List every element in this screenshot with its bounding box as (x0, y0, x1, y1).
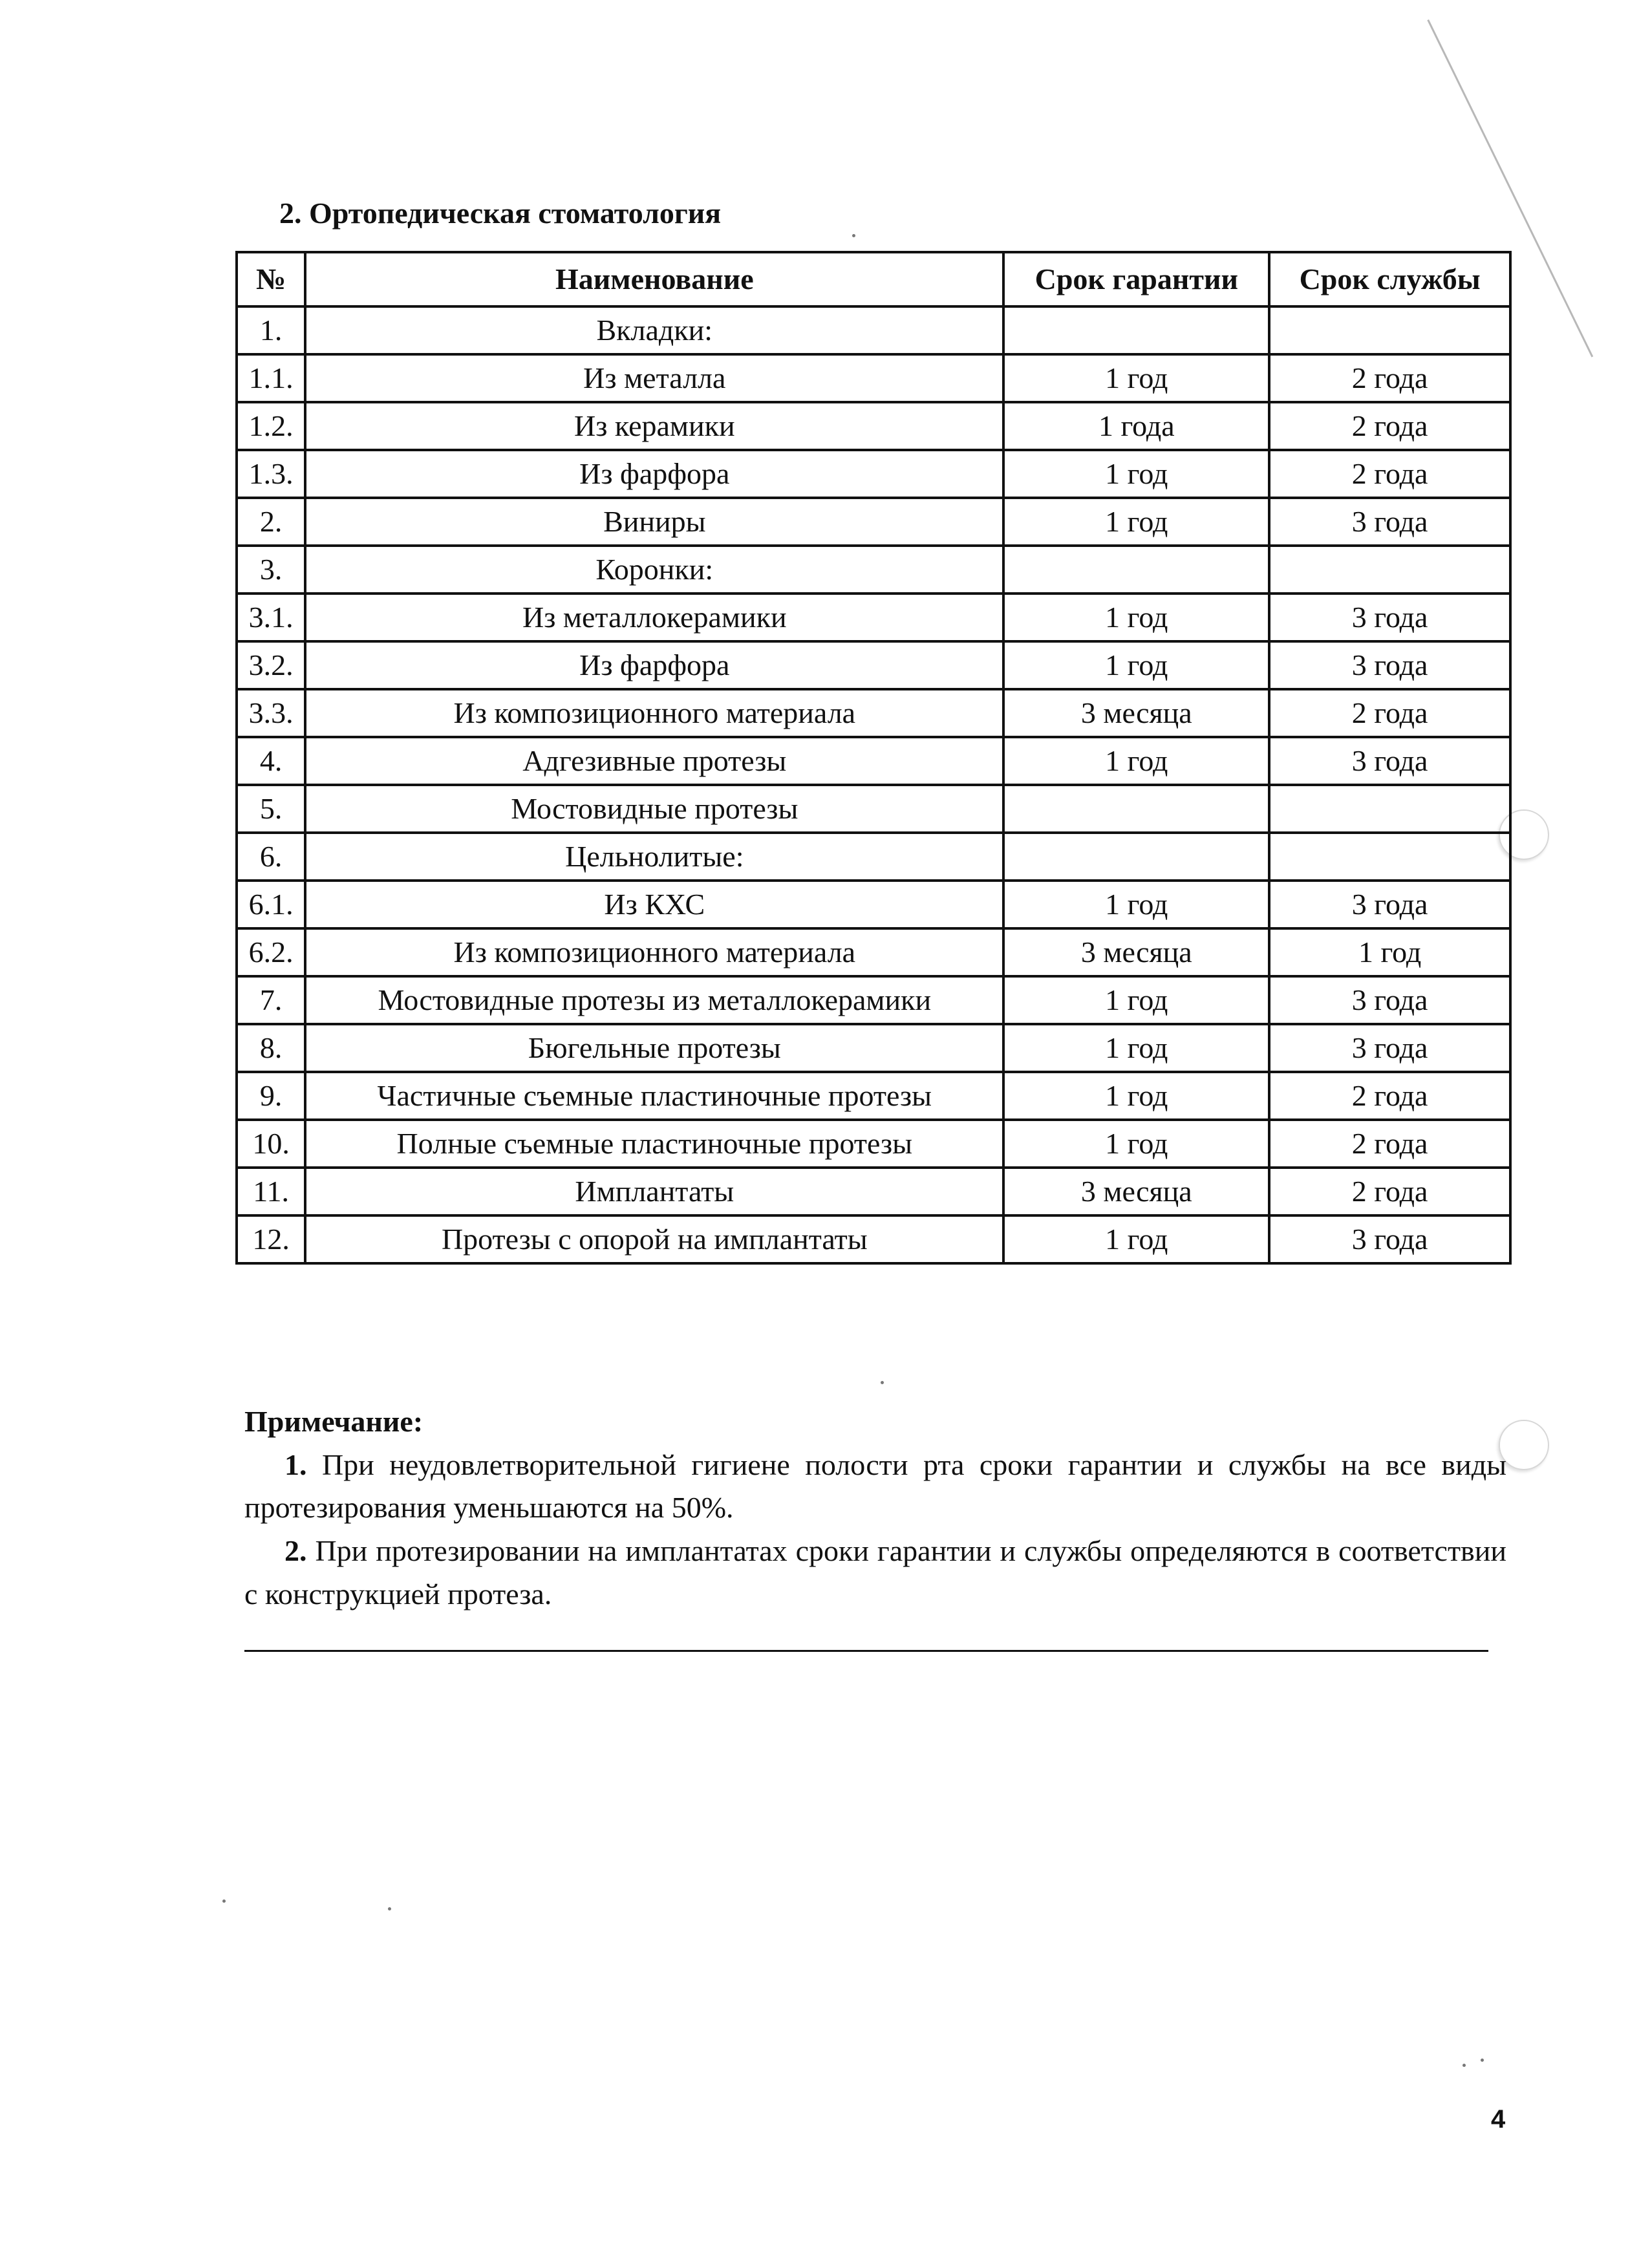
cell-warranty: 1 год (1003, 1072, 1269, 1120)
cell-service-life: 3 года (1269, 498, 1510, 546)
cell-service-life: 2 года (1269, 402, 1510, 450)
cell-service-life: 2 года (1269, 1072, 1510, 1120)
cell-number: 8. (237, 1024, 305, 1072)
table-row (237, 833, 1510, 881)
cell-name: Частичные съемные пластиночные протезы (305, 1072, 1003, 1120)
cell-service-life: 3 года (1269, 1024, 1510, 1072)
cell-name: Полные съемные пластиночные протезы (305, 1120, 1003, 1168)
note-item (244, 1444, 1506, 1530)
cell-service-life: 3 года (1269, 641, 1510, 689)
scan-speck (852, 234, 855, 237)
table-row (237, 689, 1510, 737)
cell-name: Из керамики (305, 402, 1003, 450)
cell-warranty: 3 месяца (1003, 689, 1269, 737)
cell-warranty: 1 год (1003, 737, 1269, 785)
cell-warranty: 3 месяца (1003, 1168, 1269, 1215)
cell-name: Виниры (305, 498, 1003, 546)
cell-number: 3.2. (237, 641, 305, 689)
cell-name: Мостовидные протезы из металлокерамики (305, 976, 1003, 1024)
signature-line (244, 1650, 1488, 1652)
cell-warranty: 1 год (1003, 641, 1269, 689)
cell-number: 1.1. (237, 354, 305, 402)
cell-name: Из КХС (305, 881, 1003, 928)
cell-number: 6.2. (237, 928, 305, 976)
cell-name: Из фарфора (305, 450, 1003, 498)
cell-warranty (1003, 306, 1269, 354)
table-row (237, 546, 1510, 594)
cell-name: Вкладки: (305, 306, 1003, 354)
cell-number: 5. (237, 785, 305, 833)
notes-title: Примечание: (244, 1405, 423, 1438)
table-row (237, 737, 1510, 785)
cell-name: Из металла (305, 354, 1003, 402)
cell-warranty (1003, 785, 1269, 833)
cell-number: 3.1. (237, 594, 305, 641)
table-row (237, 881, 1510, 928)
note-number: 2. (284, 1534, 307, 1568)
scan-speck (1462, 2064, 1466, 2067)
table-row (237, 402, 1510, 450)
header-name: Наименование (305, 252, 1003, 306)
cell-service-life (1269, 833, 1510, 881)
cell-number: 10. (237, 1120, 305, 1168)
cell-name: Из фарфора (305, 641, 1003, 689)
cell-number: 7. (237, 976, 305, 1024)
table-row (237, 976, 1510, 1024)
cell-warranty: 3 месяца (1003, 928, 1269, 976)
cell-warranty: 1 года (1003, 402, 1269, 450)
header-service-life: Срок службы (1269, 252, 1510, 306)
cell-number: 3.3. (237, 689, 305, 737)
warranty-table (235, 251, 1512, 1265)
table-row (237, 641, 1510, 689)
cell-number: 9. (237, 1072, 305, 1120)
cell-warranty (1003, 833, 1269, 881)
scan-speck (1481, 2059, 1484, 2062)
note-item (244, 1530, 1506, 1616)
table-row (237, 594, 1510, 641)
cell-service-life: 3 года (1269, 881, 1510, 928)
cell-service-life: 2 года (1269, 689, 1510, 737)
cell-warranty: 1 год (1003, 594, 1269, 641)
notes-section (244, 1400, 1506, 1616)
cell-number: 6. (237, 833, 305, 881)
cell-service-life: 2 года (1269, 450, 1510, 498)
table-header-row (237, 252, 1510, 306)
cell-number: 6.1. (237, 881, 305, 928)
cell-service-life: 2 года (1269, 354, 1510, 402)
section-title: 2. Ортопедическая стоматология (279, 196, 722, 230)
cell-name: Бюгельные протезы (305, 1024, 1003, 1072)
cell-number: 12. (237, 1215, 305, 1263)
cell-service-life: 3 года (1269, 737, 1510, 785)
cell-warranty (1003, 546, 1269, 594)
cell-number: 11. (237, 1168, 305, 1215)
table-row (237, 1168, 1510, 1215)
table-row (237, 785, 1510, 833)
cell-name: Из композиционного материала (305, 689, 1003, 737)
cell-name: Адгезивные протезы (305, 737, 1003, 785)
cell-warranty: 1 год (1003, 881, 1269, 928)
cell-warranty: 1 год (1003, 1215, 1269, 1263)
cell-number: 2. (237, 498, 305, 546)
cell-number: 4. (237, 737, 305, 785)
cell-service-life (1269, 546, 1510, 594)
cell-service-life: 2 года (1269, 1120, 1510, 1168)
table-row (237, 928, 1510, 976)
cell-service-life: 3 года (1269, 594, 1510, 641)
cell-warranty: 1 год (1003, 498, 1269, 546)
cell-number: 1.2. (237, 402, 305, 450)
table-row (237, 1215, 1510, 1263)
cell-number: 1. (237, 306, 305, 354)
cell-service-life: 1 год (1269, 928, 1510, 976)
cell-service-life: 2 года (1269, 1168, 1510, 1215)
note-text: При протезировании на имплантатах сроки гарантии и службы определяются в соответствии с конструкцией протеза. (244, 1534, 1507, 1610)
scan-speck (881, 1381, 884, 1384)
table-row (237, 1120, 1510, 1168)
cell-warranty: 1 год (1003, 354, 1269, 402)
table-row (237, 498, 1510, 546)
cell-service-life (1269, 785, 1510, 833)
cell-name: Из композиционного материала (305, 928, 1003, 976)
header-number: № (237, 252, 305, 306)
note-text: При неудовлетворительной гигиене полости рта сроки гарантии и службы на все виды протезирования уменьшаются на 50%. (244, 1448, 1507, 1524)
note-number: 1. (284, 1448, 307, 1481)
cell-name: Коронки: (305, 546, 1003, 594)
cell-service-life (1269, 306, 1510, 354)
table-row (237, 306, 1510, 354)
cell-number: 1.3. (237, 450, 305, 498)
table-row (237, 450, 1510, 498)
cell-name: Имплантаты (305, 1168, 1003, 1215)
cell-warranty: 1 год (1003, 450, 1269, 498)
table-row (237, 354, 1510, 402)
scan-speck (388, 1907, 391, 1910)
table-row (237, 1024, 1510, 1072)
cell-number: 3. (237, 546, 305, 594)
scan-speck (222, 1899, 226, 1903)
table-body (237, 306, 1510, 1263)
cell-name: Цельнолитые: (305, 833, 1003, 881)
cell-service-life: 3 года (1269, 976, 1510, 1024)
cell-warranty: 1 год (1003, 1024, 1269, 1072)
cell-service-life: 3 года (1269, 1215, 1510, 1263)
header-warranty: Срок гарантии (1003, 252, 1269, 306)
cell-name: Мостовидные протезы (305, 785, 1003, 833)
cell-warranty: 1 год (1003, 1120, 1269, 1168)
cell-name: Протезы с опорой на имплантаты (305, 1215, 1003, 1263)
cell-name: Из металлокерамики (305, 594, 1003, 641)
page-number: 4 (1491, 2105, 1506, 2134)
table-row (237, 1072, 1510, 1120)
cell-warranty: 1 год (1003, 976, 1269, 1024)
